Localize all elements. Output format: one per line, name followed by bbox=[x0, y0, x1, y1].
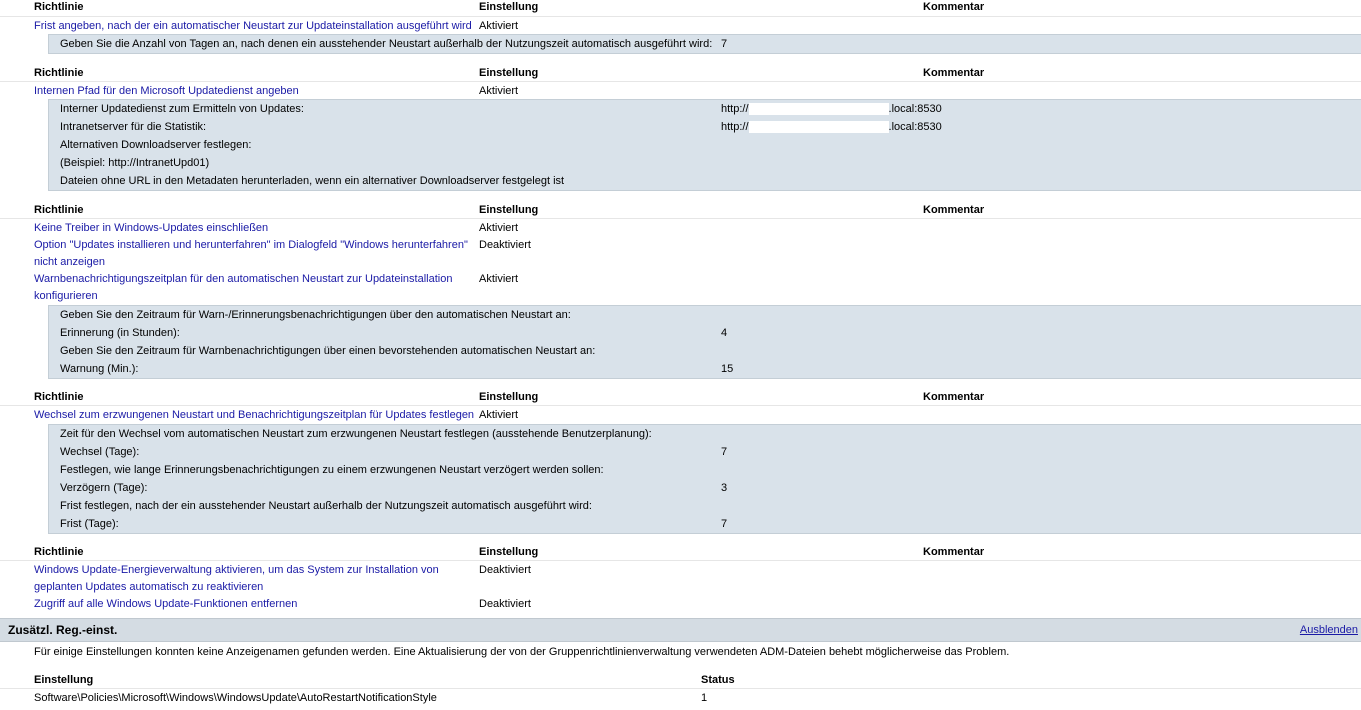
policy-row bbox=[0, 17, 1361, 35]
policy-link[interactable]: Warnbenachrichtigungszeitplan für den automatischen Neustart zur Updateinstallation bbox=[34, 273, 453, 285]
detail-value: 4 bbox=[721, 327, 728, 339]
policy-state: Aktiviert bbox=[479, 222, 519, 234]
policy-link[interactable]: Keine Treiber in Windows-Updates einschließen bbox=[34, 222, 269, 234]
header-setting: Einstellung bbox=[479, 67, 539, 79]
detail-label: Zeit für den Wechsel vom automatischen Neustart zum erzwungenen Neustart festlegen (ausstehende Benutzerplanung): bbox=[60, 428, 652, 440]
section-title: Zusätzl. Reg.-einst. bbox=[8, 623, 118, 637]
url-prefix: http:// bbox=[721, 103, 749, 115]
detail-label: Interner Updatedienst zum Ermitteln von Updates: bbox=[60, 103, 304, 115]
header-setting: Einstellung bbox=[479, 546, 539, 558]
header-policy: Richtlinie bbox=[34, 546, 84, 558]
header-comment: Kommentar bbox=[923, 204, 985, 216]
detail-value: 7 bbox=[721, 446, 728, 458]
header-setting: Einstellung bbox=[479, 204, 539, 216]
detail-panel bbox=[48, 99, 1361, 191]
policy-link[interactable]: Frist angeben, nach der ein automatischer Neustart zur Updateinstallation ausgeführt wird bbox=[34, 20, 472, 32]
header-policy: Richtlinie bbox=[34, 204, 84, 216]
policy-row bbox=[0, 270, 1361, 288]
header-setting: Einstellung bbox=[479, 391, 539, 403]
policy-state: Aktiviert bbox=[479, 273, 519, 285]
url-suffix: .local:8530 bbox=[888, 103, 942, 115]
detail-label: Dateien ohne URL in den Metadaten herunterladen, wenn ein alternativer Downloadserver festgelegt ist bbox=[60, 175, 565, 187]
detail-label: Verzögern (Tage): bbox=[60, 482, 148, 494]
policy-link[interactable]: nicht anzeigen bbox=[34, 256, 105, 268]
policy-state: Deaktiviert bbox=[479, 598, 531, 610]
url-suffix: .local:8530 bbox=[888, 121, 942, 133]
detail-value: 7 bbox=[721, 518, 728, 530]
detail-value: 15 bbox=[721, 363, 734, 375]
header-comment: Kommentar bbox=[923, 546, 985, 558]
header-policy: Richtlinie bbox=[34, 67, 84, 79]
policy-state: Deaktiviert bbox=[479, 239, 531, 251]
policy-state: Aktiviert bbox=[479, 20, 519, 32]
table-header bbox=[0, 0, 1361, 17]
detail-value: 7 bbox=[721, 38, 728, 50]
policy-row-continued bbox=[0, 253, 1361, 271]
header-comment: Kommentar bbox=[923, 391, 985, 403]
hide-link[interactable]: Ausblenden bbox=[1299, 624, 1358, 636]
detail-label: Frist festlegen, nach der ein ausstehender Neustart außerhalb der Nutzungszeit automatisch ausgeführt wird: bbox=[60, 500, 592, 512]
detail-panel bbox=[48, 305, 1361, 379]
policy-link[interactable]: Windows Update-Energieverwaltung aktivieren, um das System zur Installation von bbox=[34, 564, 439, 576]
detail-label: Geben Sie die Anzahl von Tagen an, nach denen ein ausstehender Neustart außerhalb der Nutzungszeit automatisch ausgeführt wird: bbox=[60, 38, 713, 50]
policy-row bbox=[0, 82, 1361, 100]
detail-label: Erinnerung (in Stunden): bbox=[60, 327, 180, 339]
detail-label: Geben Sie den Zeitraum für Warn-/Erinnerungsbenachrichtigungen über den automatischen Neustart an: bbox=[60, 309, 571, 321]
detail-label: Intranetserver für die Statistik: bbox=[60, 121, 207, 133]
detail-label: Festlegen, wie lange Erinnerungsbenachrichtigungen zu einem erzwungenen Neustart verzögert werden sollen: bbox=[60, 464, 604, 476]
detail-label: Warnung (Min.): bbox=[60, 363, 139, 375]
policy-row bbox=[0, 219, 1361, 237]
detail-label: Geben Sie den Zeitraum für Warnbenachrichtigungen über einen bevorstehenden automatischen Neustart an: bbox=[60, 345, 596, 357]
detail-panel bbox=[48, 424, 1361, 534]
policy-row bbox=[0, 561, 1361, 579]
header-comment: Kommentar bbox=[923, 67, 985, 79]
redacted-host bbox=[749, 103, 889, 115]
section-header-extra-registry bbox=[0, 618, 1361, 642]
detail-label: Alternativen Downloadserver festlegen: bbox=[60, 139, 252, 151]
policy-link[interactable]: Wechsel zum erzwungenen Neustart und Benachrichtigungszeitplan für Updates festlegen bbox=[34, 409, 475, 421]
policy-link[interactable]: konfigurieren bbox=[34, 290, 98, 302]
policy-row bbox=[0, 595, 1361, 613]
detail-value bbox=[721, 118, 942, 136]
detail-value: 3 bbox=[721, 482, 728, 494]
header-policy: Richtlinie bbox=[34, 391, 84, 403]
policy-state: Aktiviert bbox=[479, 85, 519, 97]
header-setting: Einstellung bbox=[34, 674, 94, 686]
detail-value bbox=[721, 100, 942, 118]
detail-panel bbox=[48, 34, 1361, 54]
policy-row-continued bbox=[0, 578, 1361, 596]
policy-state: Aktiviert bbox=[479, 409, 519, 421]
policy-state: Deaktiviert bbox=[479, 564, 531, 576]
policy-row bbox=[0, 236, 1361, 254]
policy-row-continued bbox=[0, 287, 1361, 305]
policy-link[interactable]: Internen Pfad für den Microsoft Updatedienst angeben bbox=[34, 85, 299, 97]
registry-status: 1 bbox=[701, 692, 708, 704]
redacted-host bbox=[749, 121, 889, 133]
policy-link[interactable]: geplanten Updates automatisch zu reaktivieren bbox=[34, 581, 264, 593]
policy-link[interactable]: Zugriff auf alle Windows Update-Funktionen entfernen bbox=[34, 598, 298, 610]
header-comment: Kommentar bbox=[923, 1, 985, 13]
table-row bbox=[0, 689, 1361, 707]
url-prefix: http:// bbox=[721, 121, 749, 133]
header-status: Status bbox=[701, 674, 735, 686]
detail-label: (Beispiel: http://IntranetUpd01) bbox=[60, 157, 210, 169]
detail-label: Frist (Tage): bbox=[60, 518, 119, 530]
info-message: Für einige Einstellungen konnten keine Anzeigenamen gefunden werden. Eine Aktualisierung der von der Gruppenrichtlinienverwaltung verwendeten ADM-Dateien behebt möglicherweise das Problem. bbox=[34, 646, 1010, 658]
policy-row bbox=[0, 406, 1361, 424]
header-setting: Einstellung bbox=[479, 1, 539, 13]
header-policy: Richtlinie bbox=[34, 1, 84, 13]
policy-link[interactable]: Option "Updates installieren und herunterfahren" im Dialogfeld "Windows herunterfahren" bbox=[34, 239, 468, 251]
registry-key: Software\Policies\Microsoft\Windows\WindowsUpdate\AutoRestartNotificationStyle bbox=[34, 692, 437, 704]
detail-label: Wechsel (Tage): bbox=[60, 446, 140, 458]
